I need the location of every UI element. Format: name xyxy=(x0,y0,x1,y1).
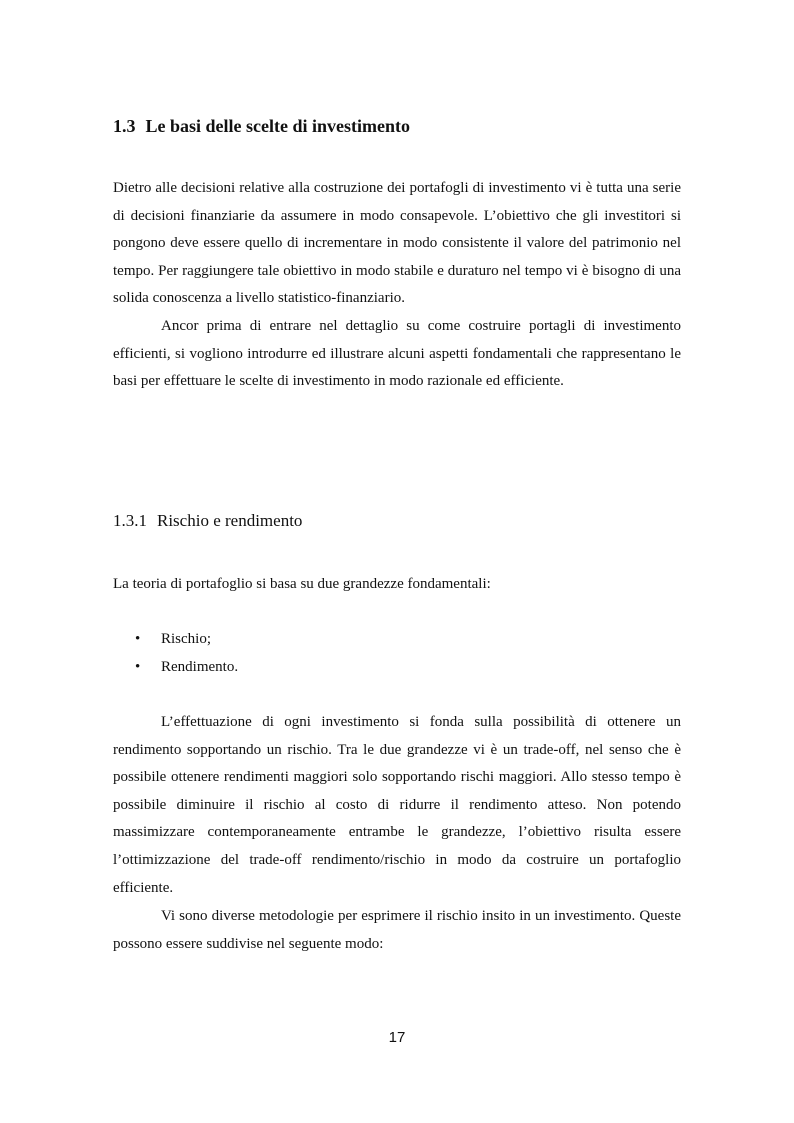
bullet-icon: • xyxy=(135,658,141,675)
bullet-icon: • xyxy=(135,631,141,647)
bullet-list xyxy=(113,626,681,681)
list-item xyxy=(113,654,681,682)
paragraph-overview: Ancor prima di entrare nel dettaglio su come costruire portagli di investimento efficienti, si vogliono introdurre ed illustrare alcuni aspetti fondamentali che rappresentano le basi per effettuare le scelte di investimento in modo razionale ed efficiente. xyxy=(113,318,681,390)
section-heading xyxy=(113,114,410,138)
paragraph-theory-intro: La teoria di portafoglio si basa su due grandezze fondamentali: xyxy=(113,576,491,592)
subsection-number: 1.3.1 xyxy=(113,511,147,530)
list-item-text: Rischio; xyxy=(161,631,212,647)
page-number: 17 xyxy=(388,1029,406,1046)
subsection-heading xyxy=(113,510,302,532)
section-number: 1.3 xyxy=(113,116,136,136)
subsection-title: Rischio e rendimento xyxy=(157,511,303,530)
paragraph-methodologies: Vi sono diverse metodologie per esprimere il rischio insito in un investimento. Queste possono essere suddivise nel seguente modo: xyxy=(113,908,681,952)
list-item xyxy=(113,626,681,654)
paragraph-intro: Dietro alle decisioni relative alla costruzione dei portafogli di investimento vi è tutta una serie di decisioni finanziarie da assumere in modo consapevole. L’obiettivo che gli investitori si pongono deve essere quello di incrementare in modo consistente il valore del patrimonio nel tempo. Per raggiungere tale obiettivo in modo stabile e duraturo nel tempo vi è bisogno di una solida conoscenza a livello statistico-finanziario. xyxy=(113,180,681,307)
paragraph-tradeoff: L’effettuazione di ogni investimento si fonda sulla possibilità di ottenere un rendimento sopportando un rischio. Tra le due grandezze vi è un trade-off, nel senso che è possibile ottenere rendimenti maggiori solo sopportando rischi maggiori. Allo stesso tempo è possibile diminuire il rischio al costo di ridurre il rendimento atteso. Non potendo massimizzare contemporaneamente entrambe le grandezze, l’obiettivo risulta essere l’ottimizzazione del trade-off rendimento/rischio in modo da costruire un portafoglio efficiente. xyxy=(113,714,681,896)
list-item-text: Rendimento. xyxy=(161,658,239,675)
section-title: Le basi delle scelte di investimento xyxy=(145,116,410,136)
